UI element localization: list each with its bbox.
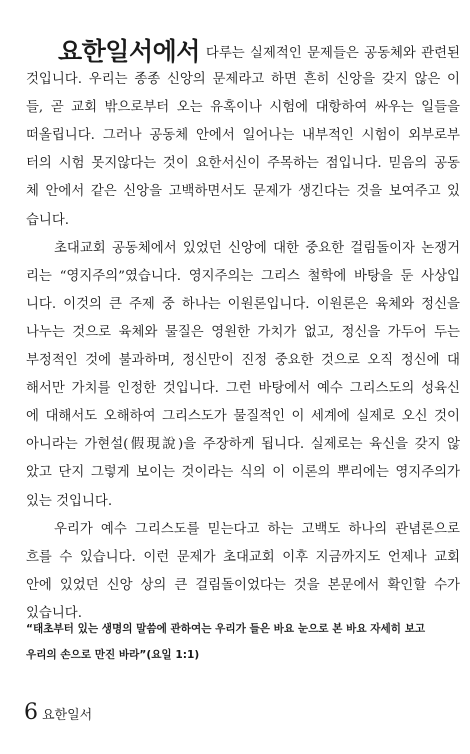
paragraph-3-line: 흐를 수 있습니다. 이런 문제가 초대교회 이후 지금까지도 언제나 교회 (26, 549, 460, 565)
paragraph-2-line: 아니라는 가현설(假現說)을 주장하게 됩니다. 실제로는 육신을 갖지 않 (26, 437, 460, 453)
paragraph-2-line: 에 대해서도 오해하여 그리스도가 물질적인 이 세계에 실제로 오신 것이 (26, 409, 460, 425)
paragraph-3-line: 안에 있었던 신앙 상의 큰 걸림돌이었다는 것을 본문에서 확인할 수가 (26, 577, 460, 593)
paragraph-1-line: 것입니다. 우리는 종종 신앙의 문제라고 하면 흔히 신앙을 갖지 않은 이 (26, 72, 460, 88)
paragraph-1-line: 체 안에서 같은 신앙을 고백하면서도 문제가 생긴다는 것을 보여주고 있 (26, 184, 460, 200)
paragraph-2-line: 있는 것입니다. (26, 493, 113, 509)
paragraph-2-line: 부정적인 것에 불과하며, 정신만이 진정 중요한 것으로 오직 정신에 대 (26, 353, 460, 369)
paragraph-1-line: 떠올립니다. 그러나 공동체 안에서 일어나는 내부적인 시험이 외부로부 (26, 128, 460, 144)
page-footer (24, 700, 92, 725)
quote-line: 우리의 손으로 만진 바라”(요일 1:1) (26, 649, 200, 661)
paragraph-1-line: 터의 시험 못지않다는 것이 요한서신이 주목하는 점입니다. 믿음의 공동 (26, 156, 460, 172)
paragraph-1-first-line-text: 다루는 실제적인 문제들은 공동체와 관련된 (205, 46, 460, 61)
paragraph-3-line: 우리가 예수 그리스도를 믿는다고 하는 고백도 하나의 관념론으로 (54, 521, 460, 537)
paragraph-2-line: 나누는 것으로 육체와 물질은 영원한 가치가 없고, 정신을 가두어 두는 (26, 324, 460, 340)
scripture-quote (26, 616, 460, 668)
section-heading: 요한일서에서 (58, 38, 200, 66)
paragraph-2-line: 초대교회 공동체에서 있었던 신앙에 대한 중요한 걸림돌이자 논쟁거 (54, 240, 460, 256)
paragraph-2-line: 니다. 이것의 큰 주제 중 하나는 이원론입니다. 이원론은 육체와 정신을 (26, 296, 460, 312)
paragraph-1-line-1 (26, 38, 460, 66)
paragraph-1-line: 들, 곧 교회 밖으로부터 오는 유혹이나 시험에 대항하여 싸우는 일들을 (26, 100, 460, 116)
paragraph-2-line: 리는 “영지주의”였습니다. 영지주의는 그리스 철학에 바탕을 둔 사상입 (26, 268, 460, 284)
paragraph-3-line: 있습니다. (26, 605, 82, 621)
page-number: 6 (24, 700, 38, 725)
paragraph-2-line: 았고 단지 그렇게 보이는 것이라는 식의 이 이론의 뿌리에는 영지주의가 (26, 465, 460, 481)
body-text (26, 38, 460, 628)
paragraph-1-line: 습니다. (26, 212, 70, 228)
paragraph-2-line: 해서만 가치를 인정한 것입니다. 그런 바탕에서 예수 그리스도의 성육신 (26, 381, 460, 397)
quote-line: “태초부터 있는 생명의 말씀에 관하여는 우리가 들은 바요 눈으로 본 바요 자세히 보고 (26, 623, 426, 635)
running-title: 요한일서 (42, 708, 93, 723)
